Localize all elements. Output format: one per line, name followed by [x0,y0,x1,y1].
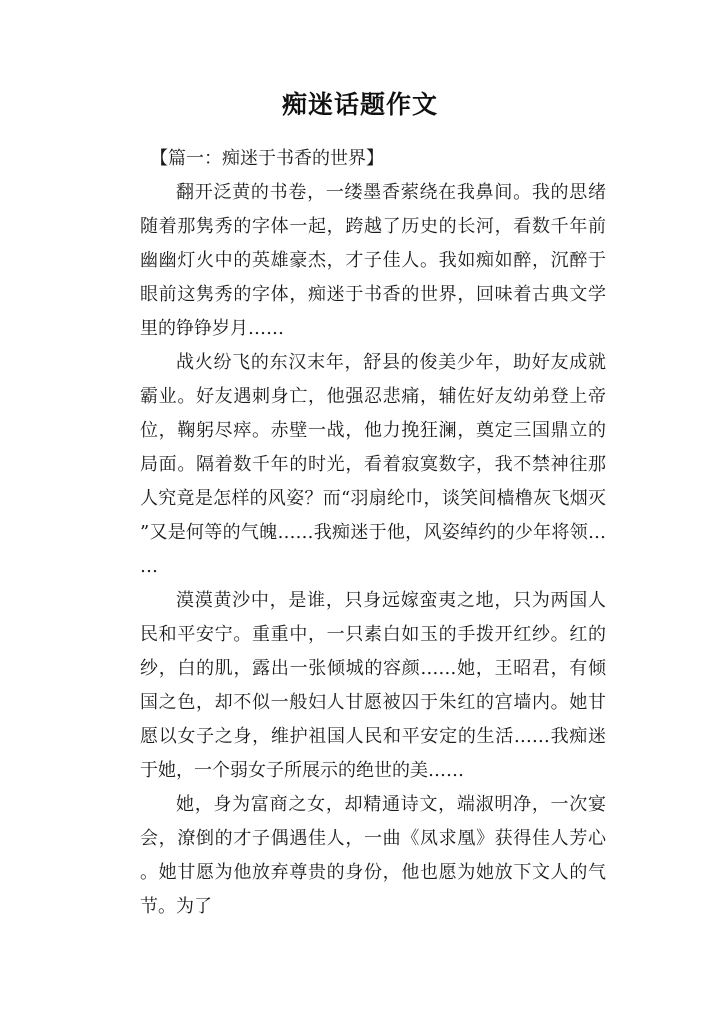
document-body [140,142,606,924]
paragraph-2: 战火纷飞的东汉末年，舒县的俊美少年，助好友成就霸业。好友遇刺身亡，他强忍悲痛，辅佐好友幼弟登上帝位，鞠躬尽瘁。赤壁一战，他力挽狂澜，奠定三国鼎立的局面。隔着数千年的时光，看着寂寞数字，我不禁神往那人究竟是怎样的风姿？而“羽扇纶巾，谈笑间樯橹灰飞烟灭”又是何等的气魄……我痴迷于他，风姿绰约的少年将领…… [140,352,606,577]
paragraph-1: 翻开泛黄的书卷，一缕墨香萦绕在我鼻间。我的思绪随着那隽秀的字体一起，跨越了历史的长河，看数千年前幽幽灯火中的英雄豪杰，才子佳人。我如痴如醉，沉醉于眼前这隽秀的字体，痴迷于书香的世界，回味着古典文学里的铮铮岁月…… [140,182,606,339]
document-title: 痴迷话题作文 [281,90,438,119]
paragraph-4: 她，身为富商之女，却精通诗文，端淑明净，一次宴会，潦倒的才子偶遇佳人，一曲《凤求凰》获得佳人芳心。她甘愿为他放弃尊贵的身份，他也愿为她放下文人的气节。为了 [140,794,606,917]
paragraph-3: 漠漠黄沙中，是谁，只身远嫁蛮夷之地，只为两国人民和平安宁。重重中，一只素白如玉的手拨开红纱。红的纱，白的肌，露出一张倾城的容颜……她，王昭君，有倾国之色，却不似一般妇人甘愿被囚于朱红的宫墙内。她甘愿以女子之身，维护祖国人民和平安定的生活……我痴迷于她，一个弱女子所展示的绝世的美…… [140,590,606,781]
section-heading: 【篇一：痴迷于书香的世界】 [150,148,384,169]
